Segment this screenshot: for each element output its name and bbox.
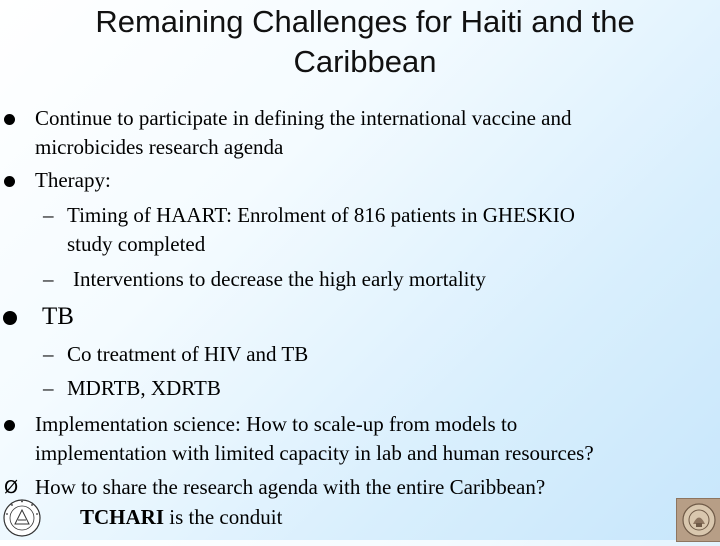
dash-marker-icon: – <box>43 376 54 400</box>
title-line-1: Remaining Challenges for Haiti and the <box>95 4 635 39</box>
institution-seal-icon <box>676 498 720 542</box>
tchari-label: TCHARI <box>80 505 165 529</box>
bullet-dot-icon <box>4 176 15 187</box>
bullet-3-sub-2: MDRTB, XDRTB <box>67 376 221 400</box>
circular-seal-logo-icon <box>2 498 42 538</box>
bullet-3-label: TB <box>42 303 74 330</box>
bullet-dot-icon <box>3 311 17 325</box>
bullet-1-line-1: Continue to participate in defining the international vaccine and <box>35 106 572 130</box>
bullet-dot-icon <box>4 114 15 125</box>
bullet-1-line-2: microbicides research agenda <box>35 135 284 159</box>
title-line-2: Caribbean <box>293 44 437 79</box>
arrow-bullet-icon: Ø <box>4 477 19 498</box>
bullet-dot-icon <box>4 420 15 431</box>
dash-marker-icon: – <box>43 267 54 291</box>
bullet-4-line-2: implementation with limited capacity in lab and human resources? <box>35 441 594 465</box>
dash-marker-icon: – <box>43 203 54 227</box>
bullet-5-line-1: How to share the research agenda with the entire Caribbean? <box>35 475 546 499</box>
bullet-2-sub-1-line-1: Timing of HAART: Enrolment of 816 patients in GHESKIO <box>67 203 575 227</box>
bullet-2-label: Therapy: <box>35 168 111 192</box>
bullet-5-line-2 <box>80 503 282 531</box>
dash-marker-icon: – <box>43 342 54 366</box>
conduit-text: is the conduit <box>164 505 283 529</box>
bullet-4-line-1: Implementation science: How to scale-up from models to <box>35 412 518 436</box>
bullet-2-sub-1-line-2: study completed <box>67 232 206 256</box>
bullet-3-sub-1: Co treatment of HIV and TB <box>67 342 309 366</box>
bullet-2-sub-2: Interventions to decrease the high early mortality <box>73 267 486 291</box>
slide-title <box>0 2 720 82</box>
